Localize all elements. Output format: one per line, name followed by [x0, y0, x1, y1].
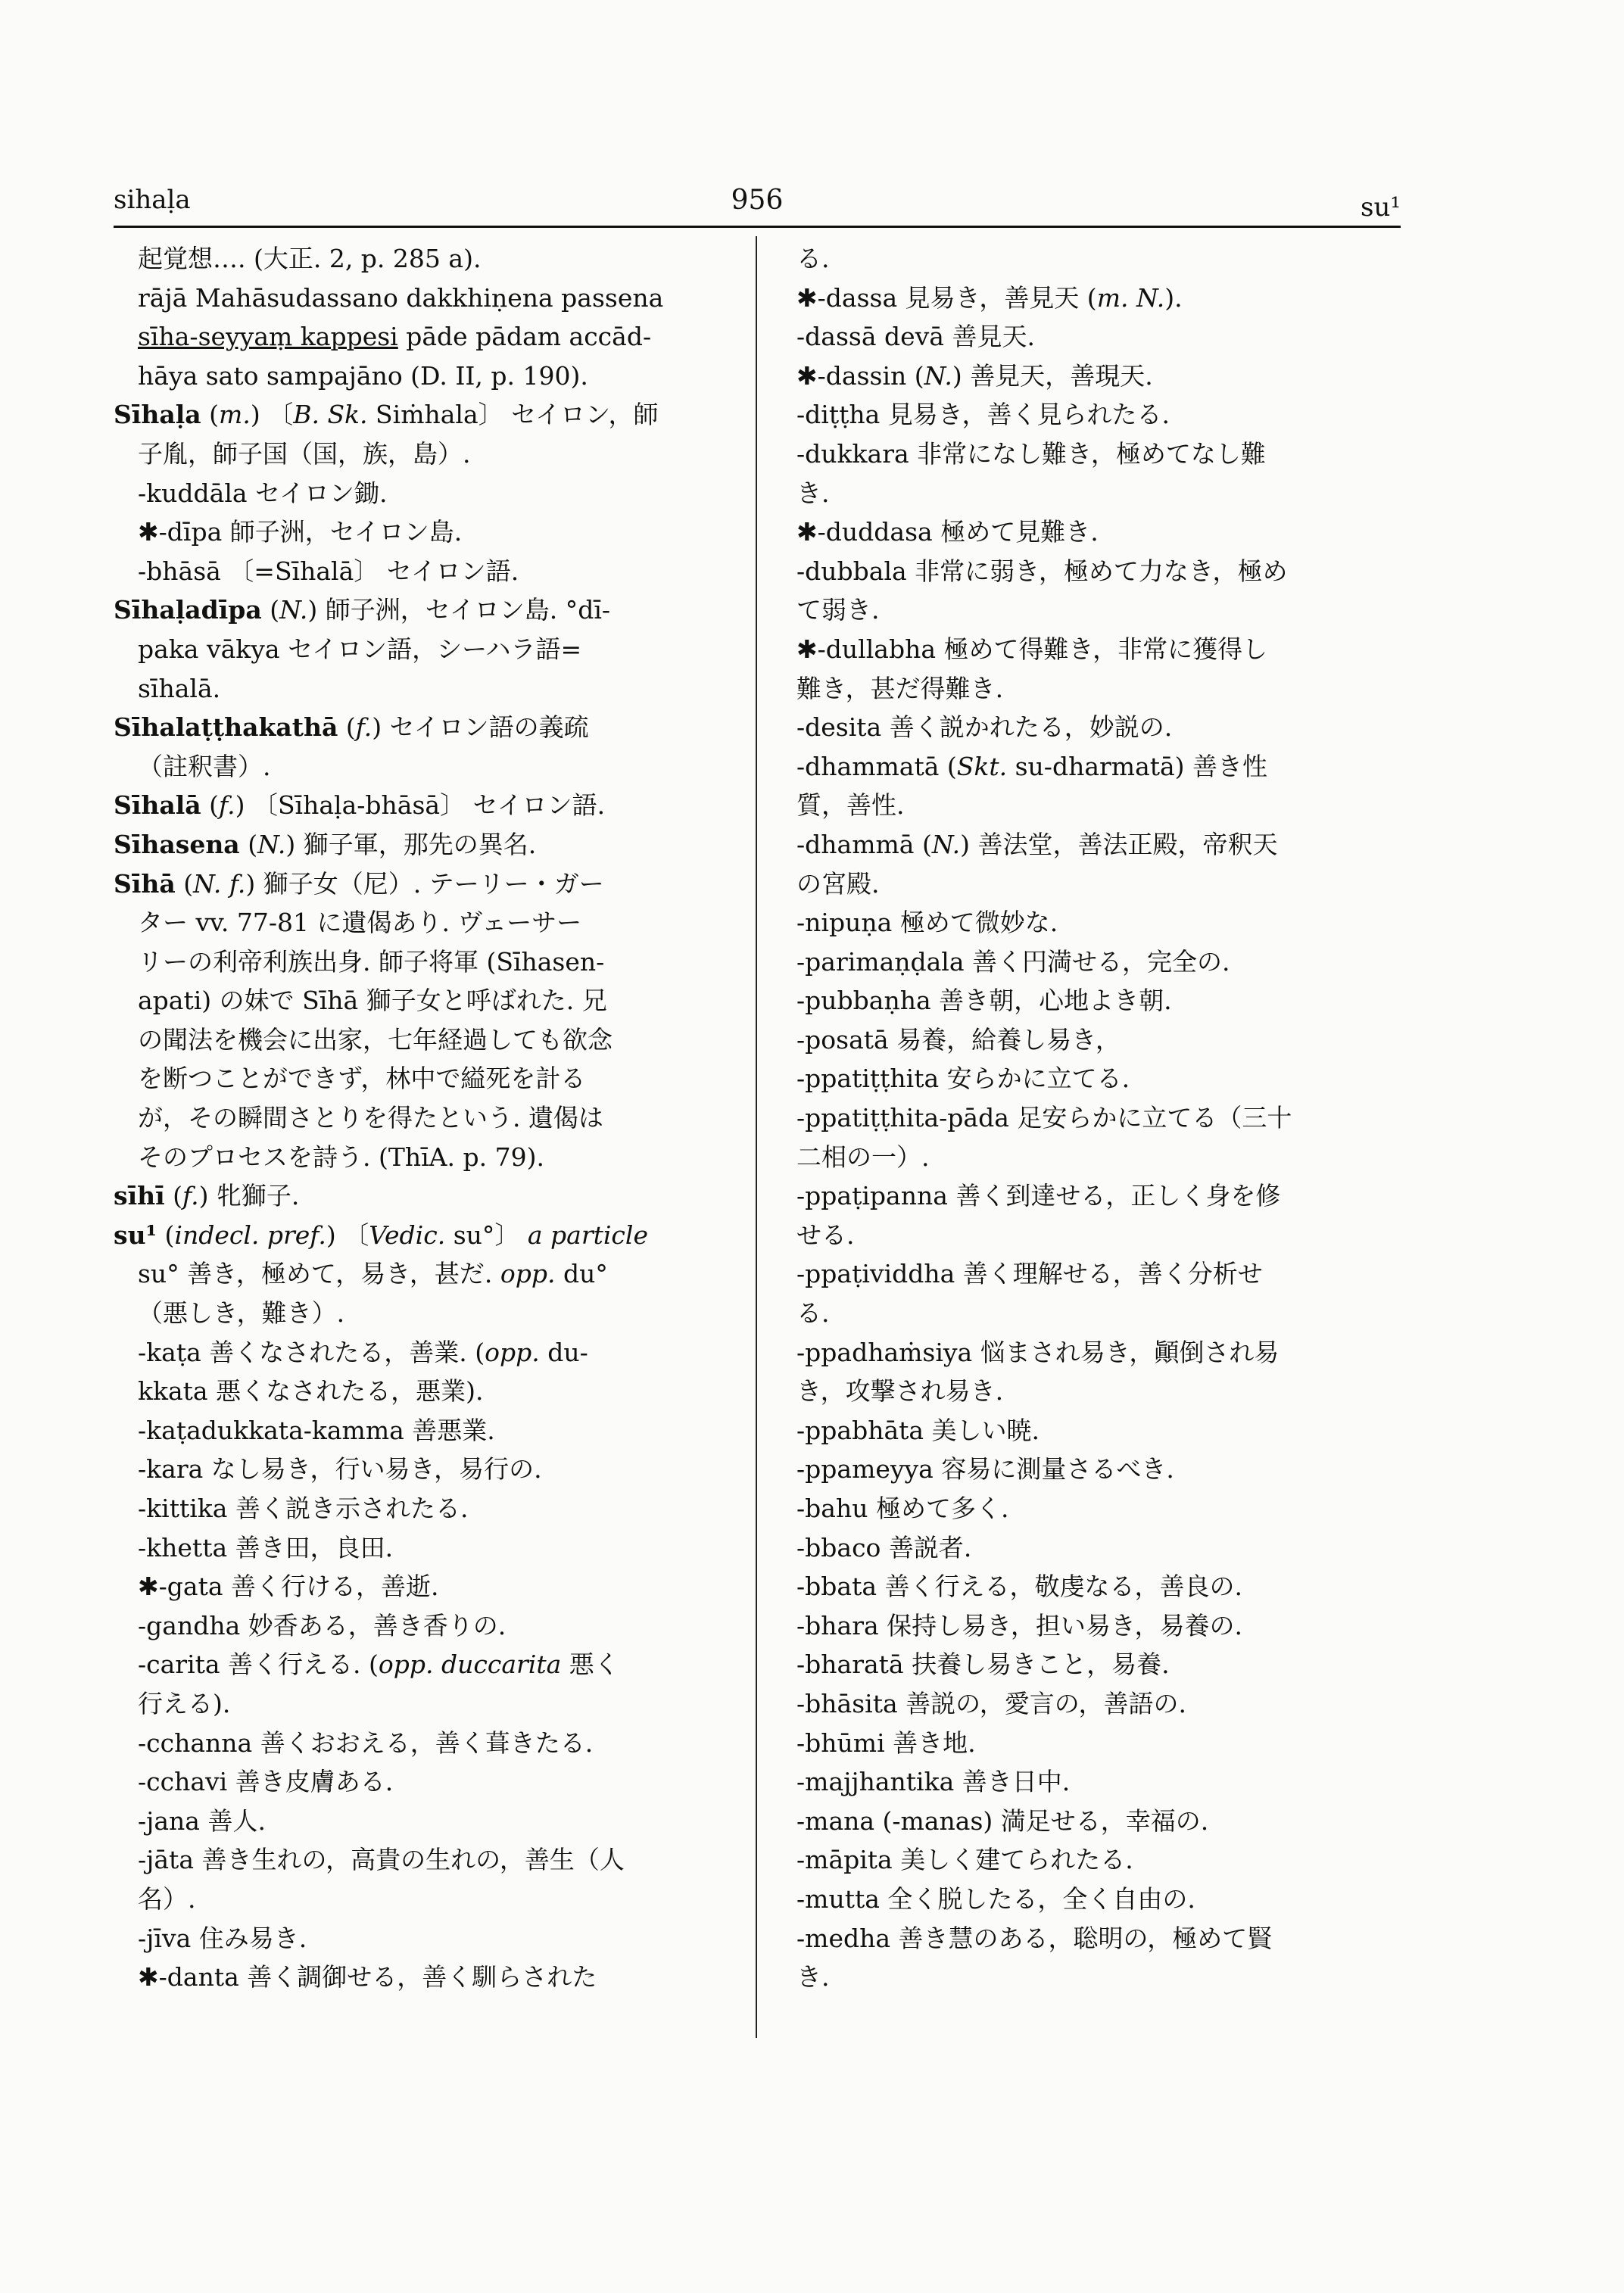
entry-text: opp. duccarita [378, 1650, 562, 1680]
headword: Sīhaḷadīpa [114, 595, 262, 625]
entry-line [796, 1489, 1402, 1528]
entry-line [114, 1020, 728, 1060]
entry-text: -ppameyya 容易に測量さるべき. [796, 1454, 1174, 1485]
entry-line [796, 669, 1402, 709]
entry-line [114, 357, 728, 396]
entry-line [114, 1645, 728, 1684]
entry-text: -māpita 美しく建てられたる. [796, 1845, 1133, 1875]
entry-line [114, 630, 728, 669]
headword: Sīhalā [114, 790, 201, 821]
entry-line [114, 552, 728, 591]
entry-text: -khetta 善き田，良田. [138, 1532, 394, 1562]
entry-text: du° [555, 1259, 608, 1289]
entry-line [796, 630, 1402, 669]
entry-line [114, 1958, 728, 1997]
header-rule [114, 226, 1401, 228]
entry-text: -medha 善き慧のある，聡明の，極めて賢 [796, 1923, 1273, 1953]
entry-text: 悪く [561, 1650, 619, 1680]
headword: Sīhaḷa [114, 400, 201, 430]
entry-text: -bharatā 扶養し易きこと，易養. [796, 1650, 1170, 1680]
entry-text: f. [182, 1181, 199, 1211]
entry-text: N. [924, 360, 952, 391]
entry-line [114, 1919, 728, 1958]
entry-line [114, 1606, 728, 1646]
entry-text: ) セイロン語の義疏 [372, 712, 589, 743]
entry-line [796, 1880, 1402, 1919]
entry-line [796, 1606, 1402, 1646]
entry-text: hāya sato sampajāno (D. II, p. 190). [138, 360, 588, 391]
entry-line [114, 903, 728, 942]
entry-text: ✱-gata 善く行ける，善逝. [138, 1572, 439, 1602]
entry-line [114, 1176, 728, 1216]
entry-text: N. [931, 829, 961, 859]
entry-text: Vedic. [369, 1220, 446, 1250]
entry-text: B. Sk. [293, 400, 368, 430]
entry-text: せる. [796, 1220, 855, 1250]
entry-line [114, 1372, 728, 1411]
entry-text: -bhara 保持し易き，担い易き，易養の. [796, 1610, 1242, 1640]
entry-text: ) 善見天，善現天. [952, 360, 1153, 391]
entry-text: リーの利帝利族出身. 師子将軍 (Sīhasen- [138, 946, 605, 977]
entry-line [114, 1059, 728, 1098]
entry-text: ) 獅子軍，那先の異名. [285, 829, 537, 859]
headword: Sīhalaṭṭhakathā [114, 712, 338, 743]
entry-line [796, 357, 1402, 396]
entry-line [114, 317, 728, 357]
entry-line [796, 1176, 1402, 1216]
entry-text: -bbata 善く行える，敬虔なる，善良の. [796, 1572, 1242, 1602]
entry-line [114, 435, 728, 474]
entry-text: 名）. [138, 1883, 196, 1914]
entry-text: が，その瞬間さとりを得たという. 遺偈は [138, 1103, 603, 1133]
entry-text: sīhalā. [138, 673, 221, 703]
entry-text: -majjhantika 善き日中. [796, 1767, 1071, 1797]
entry-line [114, 1802, 728, 1841]
entry-text: 子胤，師子国（国，族，島）. [138, 438, 471, 469]
entry-line [796, 435, 1402, 474]
entry-text: ). [1164, 282, 1183, 313]
entry-line [114, 1880, 728, 1919]
entry-line [114, 474, 728, 513]
headword: Sīhasena [114, 829, 240, 859]
entry-line [114, 1216, 728, 1255]
entry-text: -carita 善く行える. ( [138, 1650, 379, 1680]
entry-text: 起覚想…. (大正. 2, p. 285 a). [138, 244, 482, 273]
entry-line [796, 279, 1402, 318]
entry-line [796, 552, 1402, 591]
entry-text: Siṁhala〕 セイロン，師 [367, 400, 659, 430]
entry-text: -gandha 妙香ある，善き香りの. [138, 1610, 507, 1640]
entry-line [796, 1528, 1402, 1568]
entry-text: -dubbala 非常に弱き，極めて力なき，極め [796, 556, 1288, 586]
entry-line [114, 1294, 728, 1333]
entry-text: ✱-dullabha 極めて得難き，非常に獲得し [796, 634, 1268, 664]
entry-line [796, 239, 1402, 279]
entry-text: 二相の一）. [796, 1142, 930, 1172]
entry-text: ✱-dīpa 師子洲，セイロン島. [138, 517, 463, 547]
entry-text: -desita 善く説かれたる，妙説の. [796, 712, 1173, 743]
entry-text: ✱-dassa 見易き，善見天 ( [796, 282, 1097, 313]
entry-line [114, 1567, 728, 1606]
entry-text: m. N. [1096, 282, 1165, 313]
entry-line [796, 1762, 1402, 1802]
entry-text: 難き，甚だ得難き. [796, 673, 1004, 703]
entry-line [114, 1333, 728, 1372]
entry-text: ( [157, 1220, 175, 1250]
entry-text: ✱-danta 善く調御せる，善く馴らされた [138, 1962, 597, 1992]
entry-line [796, 474, 1402, 513]
entry-text: の聞法を機会に出家，七年経過しても欲念 [138, 1024, 613, 1055]
entry-text: -bbaco 善説者. [796, 1532, 972, 1562]
entry-text: -dassā devā 善見天. [796, 322, 1035, 352]
entry-text: ✱-dassin ( [796, 360, 924, 391]
entry-text: ) 師子洲，セイロン島. °dī- [307, 595, 611, 625]
entry-line [114, 279, 728, 318]
entry-line [796, 865, 1402, 904]
entry-text: て弱き. [796, 595, 880, 625]
entry-line [796, 512, 1402, 552]
entry-line [796, 1645, 1402, 1684]
entry-text: ) 牝獅子. [198, 1181, 300, 1211]
entry-line [796, 590, 1402, 630]
entry-text: -jana 善人. [138, 1805, 266, 1836]
entry-text: の宮殿. [796, 868, 880, 899]
entry-line [796, 942, 1402, 982]
entry-line [114, 1411, 728, 1450]
entry-text: ) 〔Sīhaḷa-bhāsā〕 セイロン語. [235, 790, 606, 821]
entry-line [796, 747, 1402, 787]
entry-line [796, 1684, 1402, 1724]
entry-text: a particle [527, 1220, 648, 1250]
entry-line [796, 1567, 1402, 1606]
headword: sīhī [114, 1181, 165, 1211]
entry-line [114, 1762, 728, 1802]
entry-text: -kuddāla セイロン鋤. [138, 478, 388, 508]
entry-text: ( [201, 790, 220, 821]
headword: su¹ [114, 1220, 157, 1250]
entry-line [114, 512, 728, 552]
entry-text: ( [239, 829, 258, 859]
entry-line [796, 395, 1402, 435]
entry-text: -posatā 易養，給養し易き， [796, 1024, 1121, 1055]
entry-text: N. [257, 829, 286, 859]
entry-line [114, 590, 728, 630]
entry-text: f. [219, 790, 235, 821]
entry-line [114, 1528, 728, 1568]
entry-text: kkata 悪くなされたる，悪業). [138, 1376, 484, 1407]
entry-line [114, 708, 728, 747]
entry-text: ) 〔 [250, 400, 294, 430]
entry-text: -ppaṭipanna 善く到達せる，正しく身を修 [796, 1181, 1281, 1211]
entry-text: -bhāsita 善説の，愛言の，善語の. [796, 1688, 1186, 1718]
entry-text: -kaṭa 善くなされたる，善業. ( [138, 1337, 485, 1367]
entry-line [796, 1138, 1402, 1177]
entry-line [114, 942, 728, 982]
entry-line [796, 1216, 1402, 1255]
entry-line [796, 1098, 1402, 1138]
entry-text: き，攻撃され易き. [796, 1376, 1004, 1407]
entry-text: N. [279, 595, 308, 625]
entry-text: ( [338, 712, 356, 743]
entry-text: -parimaṇḍala 善く円満せる，完全の. [796, 946, 1230, 977]
entry-text: opp. [485, 1337, 540, 1367]
entry-text: ) 〔 [326, 1220, 369, 1250]
entry-text: -dukkara 非常になし難き，極めてなし難 [796, 438, 1266, 469]
entry-line [796, 981, 1402, 1020]
entry-text: paka vākya セイロン語，シーハラ語= [138, 634, 582, 664]
entry-text: 質，善性. [796, 790, 905, 821]
entry-line [114, 747, 728, 787]
entry-line [796, 1059, 1402, 1098]
entry-line [796, 825, 1402, 865]
entry-text: opp. [500, 1259, 556, 1289]
entry-text: 行える). [138, 1688, 231, 1718]
entry-text: N. f. [193, 868, 246, 899]
entry-line [114, 825, 728, 865]
entry-text: を断つことができず，林中で縊死を計る [138, 1064, 586, 1094]
entry-text: -jīva 住み易き. [138, 1923, 307, 1953]
entry-line [796, 317, 1402, 357]
entry-text: su° 善き，極めて，易き，甚だ. [138, 1259, 500, 1289]
entry-text: -ppatiṭṭhita-pāda 足安らかに立てる（三十 [796, 1103, 1292, 1133]
entry-text: そのプロセスを詩う. (ThīA. p. 79). [138, 1142, 544, 1172]
entry-text: -ppabhāta 美しい暁. [796, 1415, 1040, 1445]
entry-text: -cchanna 善くおおえる，善く葺きたる. [138, 1728, 594, 1758]
entry-text: -dhammā ( [796, 829, 932, 859]
entry-line [114, 1098, 728, 1138]
page-number: 956 [731, 185, 784, 216]
entry-text: -ppaṭividdha 善く理解せる，善く分析せ [796, 1259, 1263, 1289]
left-column [114, 239, 728, 1997]
entry-text: ター vv. 77-81 に遺偈あり. ヴェーサー [138, 908, 582, 938]
entry-text: き. [796, 1962, 830, 1992]
entry-line [114, 669, 728, 709]
entry-text: ✱-duddasa 極めて見難き. [796, 517, 1099, 547]
entry-text: rājā Mahāsudassano dakkhiṇena passena [138, 282, 664, 313]
entry-text: （註釈書）. [138, 751, 271, 781]
entry-line [796, 1333, 1402, 1372]
entry-line [796, 1958, 1402, 1997]
entry-text: ( [261, 595, 280, 625]
entry-text: -jāta 善き生れの，高貴の生れの，善生（人 [138, 1845, 625, 1875]
entry-line [796, 1294, 1402, 1333]
entry-line [796, 1450, 1402, 1489]
entry-text: f. [355, 712, 372, 743]
headword: Sīhā [114, 868, 176, 899]
entry-text: ( [201, 400, 220, 430]
entry-line [796, 1372, 1402, 1411]
entry-line [796, 1802, 1402, 1841]
entry-text: ( [175, 868, 194, 899]
entry-text: -ppatiṭṭhita 安らかに立てる. [796, 1064, 1130, 1094]
entry-text: -kittika 善く説き示されたる. [138, 1494, 469, 1523]
entry-text: -nipuṇa 極めて微妙な. [796, 908, 1058, 938]
entry-text: -pubbaṇha 善き朝，心地よき朝. [796, 986, 1172, 1016]
entry-line [796, 1919, 1402, 1958]
entry-line [114, 1724, 728, 1763]
entry-text: ( [164, 1181, 183, 1211]
page-header [114, 185, 1401, 227]
column-divider [756, 236, 757, 2038]
entry-line [114, 786, 728, 825]
header-right-guide-word: su¹ [1361, 192, 1401, 223]
entry-line [114, 239, 728, 279]
entry-line [796, 1020, 1402, 1060]
entry-line [114, 1138, 728, 1177]
entry-text: -cchavi 善き皮膚ある. [138, 1767, 394, 1797]
right-column [796, 239, 1402, 1997]
entry-text: ) 獅子女（尼）. テーリー・ガー [245, 868, 604, 899]
entry-line [796, 903, 1402, 942]
entry-text: pāde pādam accād- [397, 322, 652, 352]
entry-text: apati) の妹で Sīhā 獅子女と呼ばれた. 兄 [138, 986, 607, 1016]
entry-line [796, 1840, 1402, 1880]
entry-text: る. [796, 244, 830, 273]
entry-text: -kara なし易き，行い易き，易行の. [138, 1454, 542, 1485]
entry-text: -mana (-manas) 満足せる，幸福の. [796, 1805, 1209, 1836]
entry-line [796, 1254, 1402, 1294]
header-left-guide-word: sihaḷa [114, 185, 191, 215]
entry-line [114, 1450, 728, 1489]
entry-line [114, 865, 728, 904]
entry-line [114, 1254, 728, 1294]
entry-line [114, 981, 728, 1020]
entry-line [114, 1840, 728, 1880]
entry-text: き. [796, 478, 830, 508]
entry-text: -bahu 極めて多く. [796, 1494, 1009, 1523]
entry-text: Skt. [956, 751, 1008, 781]
entry-line [796, 786, 1402, 825]
entry-text: る. [796, 1298, 830, 1329]
entry-text: -bhūmi 善き地. [796, 1728, 976, 1758]
entry-text: indecl. pref. [174, 1220, 326, 1250]
entry-text: -kaṭadukkata-kamma 善悪業. [138, 1415, 495, 1445]
entry-text: -ppadhaṁsiya 悩まされ易き，顚倒され易 [796, 1337, 1280, 1367]
entry-text: -bhāsā 〔=Sīhalā〕 セイロン語. [138, 556, 519, 586]
entry-text: -mutta 全く脱したる，全く自由の. [796, 1883, 1195, 1914]
entry-line [796, 1724, 1402, 1763]
entry-text: m. [219, 400, 251, 430]
entry-text: -dhammatā ( [796, 751, 957, 781]
entry-line [114, 1489, 728, 1528]
entry-text: sīha-seyyaṃ kappesi [138, 322, 398, 352]
entry-text: su°〕 [445, 1220, 528, 1250]
entry-line [114, 395, 728, 435]
entry-text: （悪しき，難き）. [138, 1298, 345, 1329]
entry-text: ) 善法堂，善法正殿，帝釈天 [960, 829, 1278, 859]
entry-line [796, 1411, 1402, 1450]
entry-text: -diṭṭha 見易き，善く見られたる. [796, 400, 1170, 430]
entry-text: du- [539, 1337, 588, 1367]
entry-line [796, 708, 1402, 747]
entry-text: su-dharmatā) 善き性 [1007, 751, 1268, 781]
entry-line [114, 1684, 728, 1724]
